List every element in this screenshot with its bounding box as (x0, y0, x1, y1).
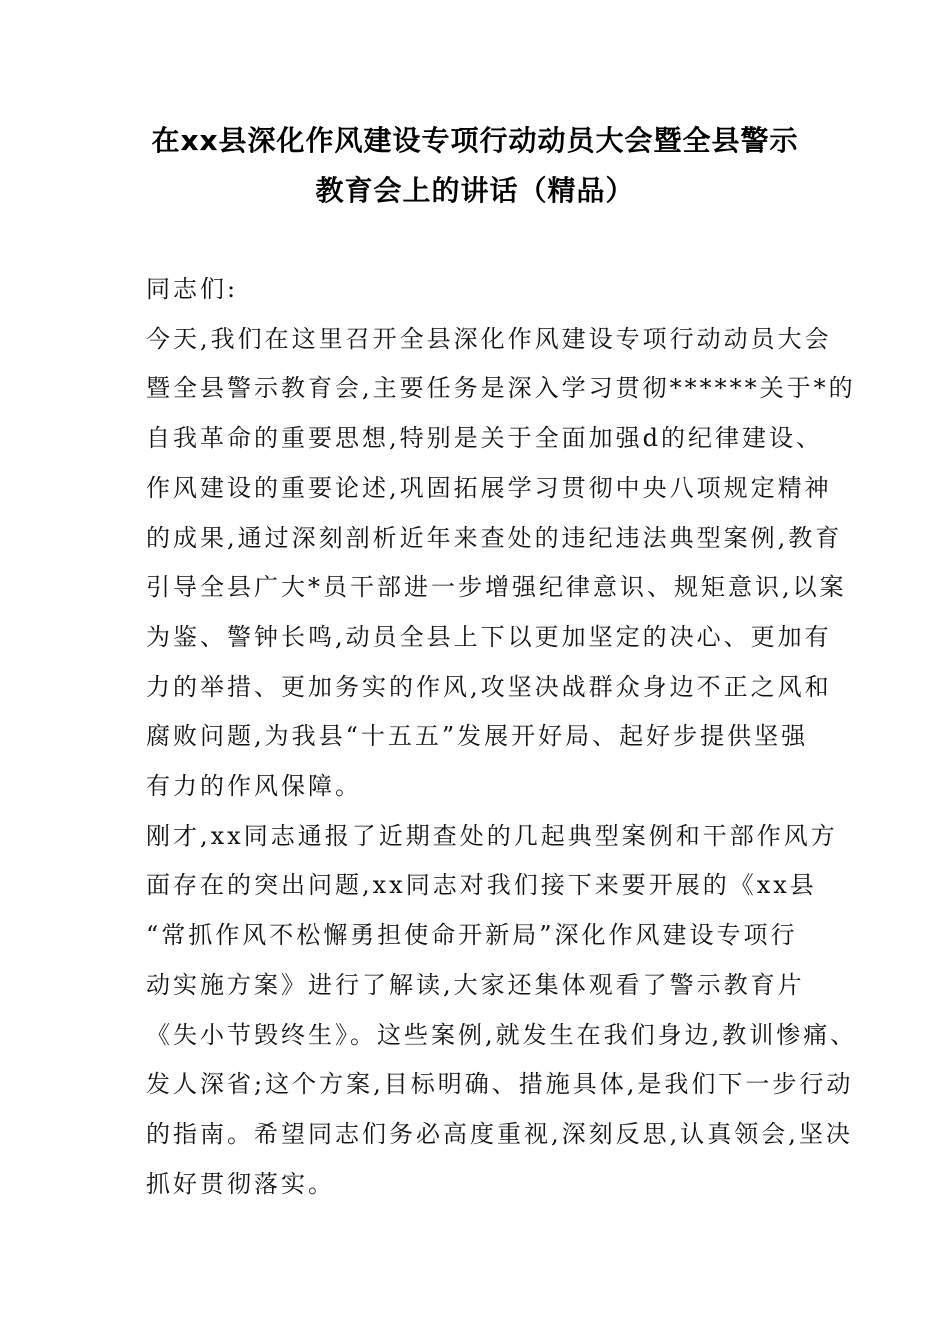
paragraph-line: 有力的作风保障。 (146, 772, 362, 801)
paragraph-line: 的成果,通过深刻剖析近年来查处的违纪违法典型案例,教育 (146, 523, 843, 552)
title-line-2: 教育会上的讲话（精品） (315, 174, 635, 207)
paragraph-line: 今天,我们在这里召开全县深化作风建设专项行动动员大会 (146, 324, 832, 353)
paragraph-line: “常抓作风不松懈勇担使命开新局”深化作风建设专项行 (146, 921, 798, 950)
paragraph-line: 动实施方案》进行了解读,大家还集体观看了警示教育片 (146, 970, 805, 999)
paragraph-line: 的指南。希望同志们务必高度重视,深刻反思,认真领会,坚决 (146, 1119, 853, 1148)
document-body (146, 265, 858, 1209)
paragraph-line: 作风建设的重要论述,巩固拓展学习贯彻中央八项规定精神 (146, 473, 832, 502)
paragraph-line: 腐败问题,为我县“十五五”发展开好局、起好步提供坚强 (146, 722, 809, 751)
paragraph-line: 抓好贯彻落实。 (146, 1169, 335, 1198)
paragraph-line: 发人深省;这个方案,目标明确、措施具体,是我们下一步行动 (146, 1070, 854, 1099)
document-title (120, 116, 830, 216)
paragraph-line: 面存在的突出问题,xx同志对我们接下来要开展的《xx县 (146, 871, 817, 900)
paragraph-line: 刚才,xx同志通报了近期查处的几起典型案例和干部作风方 (146, 821, 838, 850)
title-line-1: 在xx县深化作风建设专项行动动员大会暨全县警示 (151, 124, 799, 157)
salutation: 同志们: (146, 275, 239, 303)
paragraph-line: 力的举措、更加务实的作风,攻坚决战群众身边不正之风和 (146, 672, 832, 701)
paragraph-line: 为鉴、警钟长鸣,动员全县上下以更加坚定的决心、更加有 (146, 622, 832, 651)
paragraph-line: 暨全县警示教育会,主要任务是深入学习贯彻******关于*的 (146, 374, 856, 403)
paragraph-line: 自我革命的重要思想,特别是关于全面加强d的纪律建设、 (146, 424, 823, 453)
paragraph-line: 《失小节毁终生》。这些案例,就发生在我们身边,教训惨痛、 (146, 1020, 858, 1049)
paragraph-line: 引导全县广大*员干部进一步增强纪律意识、规矩意识,以案 (146, 573, 847, 602)
